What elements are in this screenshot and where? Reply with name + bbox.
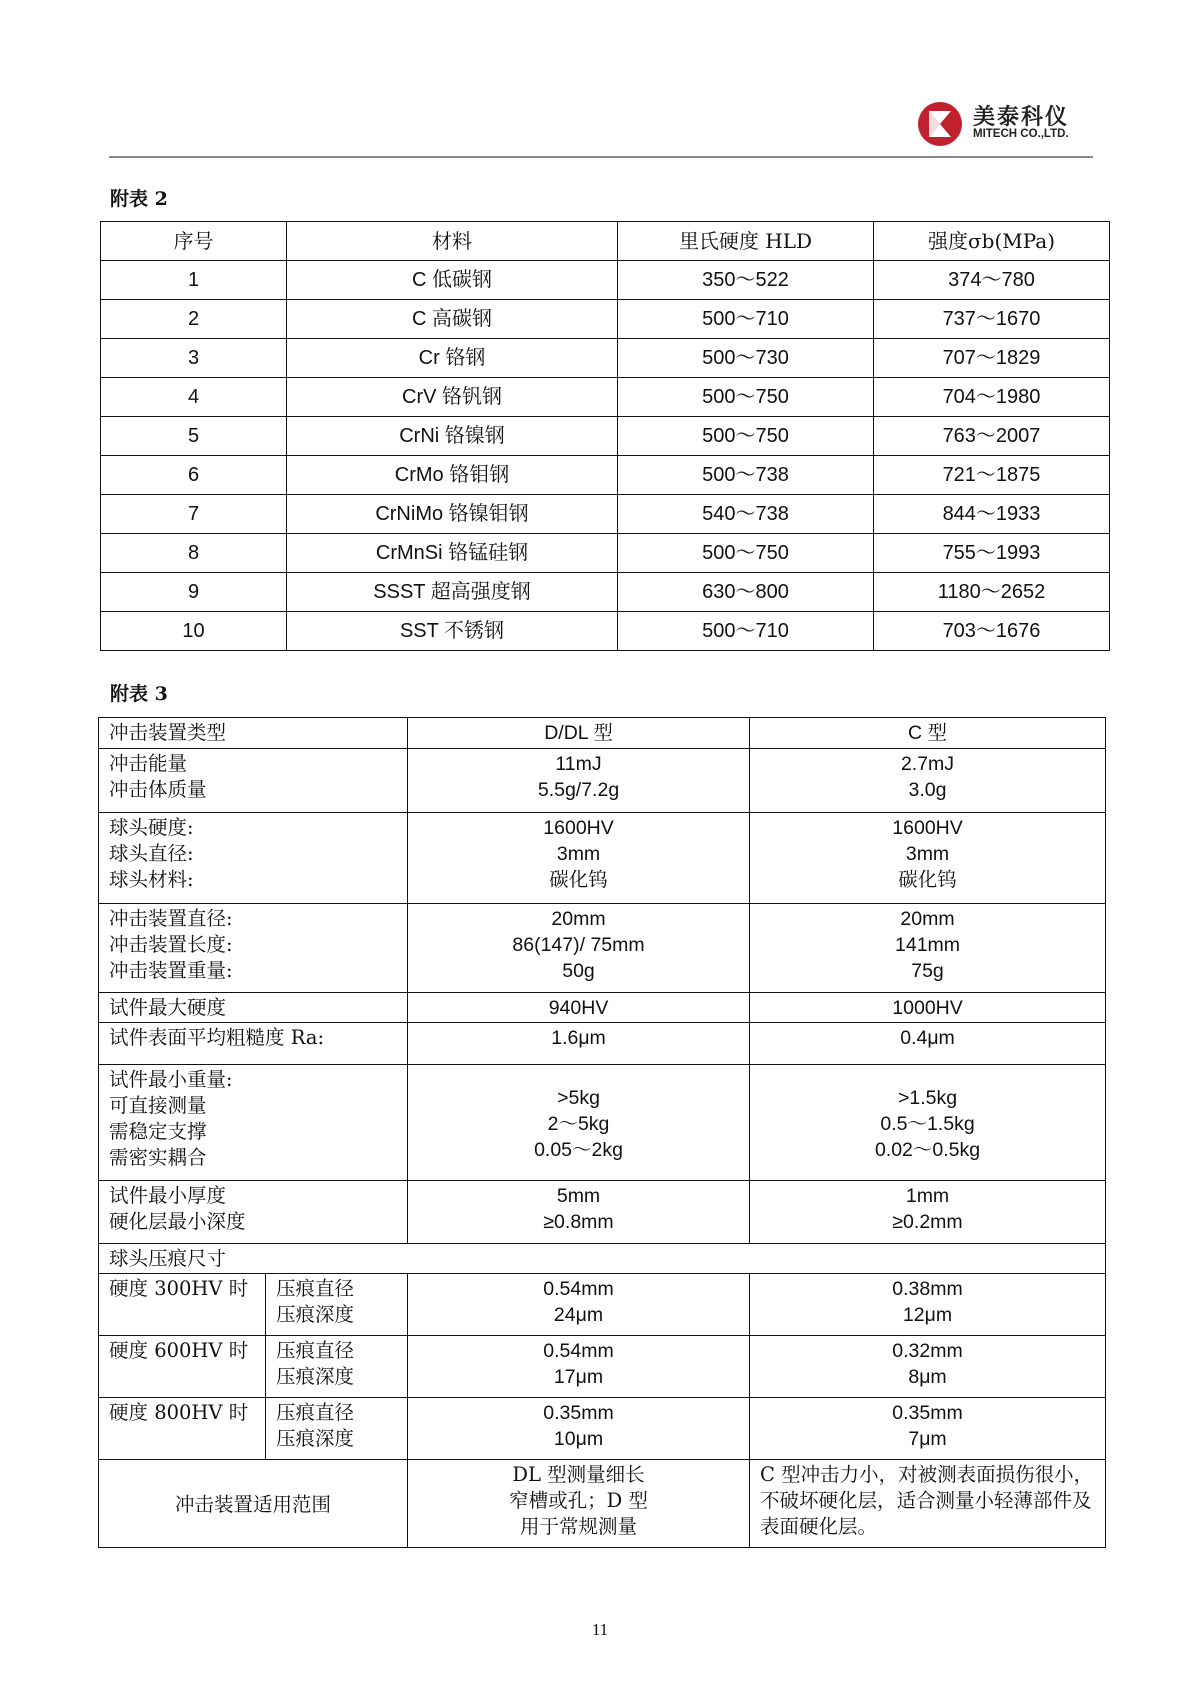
c-type-cell [750, 1336, 1106, 1398]
cell-line: 碳化钨 [549, 869, 608, 891]
table3 [98, 717, 1106, 1548]
cell-line: 8μm [908, 1366, 947, 1388]
table-cell: 755～1993 [874, 534, 1110, 573]
hardness-label: 硬度 800HV 时 [99, 1398, 266, 1460]
cell-line: 0.35mm [892, 1402, 963, 1424]
cell-line: 压痕直径 [276, 1339, 355, 1362]
table-row [99, 993, 1106, 1023]
cell-line: 试件最小重量: [109, 1068, 233, 1091]
cell-line: 需密实耦合 [109, 1146, 207, 1169]
table-cell: 500～710 [618, 300, 874, 339]
table-cell: 630～800 [618, 573, 874, 612]
cell-line: 141mm [895, 934, 961, 956]
table-cell: 9 [101, 573, 287, 612]
cell-line: 冲击装置长度: [109, 933, 233, 956]
table-row [101, 534, 1110, 573]
cell-line: 压痕直径 [276, 1277, 355, 1300]
cell-line: 20mm [551, 908, 606, 930]
table-cell: 763～2007 [874, 417, 1110, 456]
cell-line: 17μm [553, 1366, 604, 1388]
table-cell: 500～730 [618, 339, 874, 378]
table-row [99, 718, 1106, 749]
cell-line: 1.6μm [551, 1027, 606, 1049]
d-type-cell [408, 1065, 750, 1181]
table-row [99, 904, 1106, 993]
table-cell: 2 [101, 300, 287, 339]
table-cell: 737～1670 [874, 300, 1110, 339]
table-cell: 707～1829 [874, 339, 1110, 378]
table-cell: 500～710 [618, 612, 874, 651]
table-row [101, 300, 1110, 339]
cell-line: 窄槽或孔；D 型 [509, 1489, 648, 1512]
table-cell: SSST 超高强度钢 [287, 573, 618, 612]
cell-line: 用于常规测量 [520, 1515, 638, 1538]
table-cell: 10 [101, 612, 287, 651]
cell-line: 940HV [548, 997, 609, 1019]
table-row [101, 612, 1110, 651]
hardness-label: 硬度 300HV 时 [99, 1274, 266, 1336]
cell-line: 0.38mm [892, 1278, 963, 1300]
table-row [101, 417, 1110, 456]
table-row [99, 1023, 1106, 1065]
cell-line: >1.5kg [897, 1086, 958, 1109]
c-type-cell [750, 749, 1106, 813]
cell-line: 球头材料: [109, 868, 194, 891]
cell-line: DL 型测量细长 [512, 1463, 645, 1486]
c-type-cell [750, 1398, 1106, 1460]
table-cell: CrNi 铬镍钢 [287, 417, 618, 456]
table-cell: 4 [101, 378, 287, 417]
cell-line: 50g [562, 960, 595, 982]
table-cell: 540～738 [618, 495, 874, 534]
cell-line: 75g [911, 960, 944, 982]
indent-row [99, 1398, 1106, 1460]
c-type-cell [750, 904, 1106, 993]
cell-line: 试件最小厚度 [109, 1184, 227, 1207]
table-row [99, 749, 1106, 813]
cell-line: 0.5～1.5kg [880, 1112, 975, 1135]
scope-label: 冲击装置适用范围 [99, 1460, 408, 1548]
table-cell: 500～750 [618, 534, 874, 573]
row-label [99, 1023, 408, 1065]
c-type-scope: C 型冲击力小，对被测表面损伤很小，不破坏硬化层，适合测量小轻薄部件及表面硬化层。 [750, 1460, 1106, 1548]
table-cell: 703～1676 [874, 612, 1110, 651]
table-cell: 350～522 [618, 261, 874, 300]
table-cell: 844～1933 [874, 495, 1110, 534]
page-number: 11 [591, 1620, 609, 1639]
table3-caption: 附表 3 [110, 683, 168, 705]
cell-line: 10μm [553, 1428, 604, 1450]
d-type-scope [408, 1460, 750, 1548]
column-header: 材料 [287, 222, 618, 261]
cell-line: 86(147)/ 75mm [512, 934, 645, 956]
d-type-cell [408, 1181, 750, 1244]
cell-line: 1600HV [543, 817, 614, 839]
table-cell: 8 [101, 534, 287, 573]
indent-row [99, 1336, 1106, 1398]
row-label [99, 1065, 408, 1181]
table-cell: CrMnSi 铬锰硅钢 [287, 534, 618, 573]
table-cell: CrV 铬钒钢 [287, 378, 618, 417]
column-header: 序号 [101, 222, 287, 261]
row-label [99, 749, 408, 813]
table-cell: 500～750 [618, 417, 874, 456]
table-cell: 3 [101, 339, 287, 378]
cell-line: 3.0g [908, 779, 947, 801]
row-label [99, 904, 408, 993]
cell-line: 5.5g/7.2g [537, 779, 620, 801]
table-cell: Cr 铬钢 [287, 339, 618, 378]
cell-line: 3mm [556, 843, 601, 865]
cell-line: 压痕深度 [276, 1427, 355, 1450]
logo-mark-icon [918, 102, 962, 146]
cell-line: ≥0.8mm [543, 1211, 614, 1233]
column-header: 里氏硬度 HLD [618, 222, 874, 261]
cell-line: ≥0.2mm [892, 1211, 963, 1233]
table-row [101, 573, 1110, 612]
cell-line: 压痕直径 [276, 1401, 355, 1424]
indent-sub-labels [266, 1336, 408, 1398]
cell-line: 20mm [900, 908, 955, 930]
cell-line: 7μm [908, 1428, 947, 1450]
header-divider [109, 156, 1093, 158]
d-type-cell [408, 1336, 750, 1398]
column-header: 强度σb(MPa) [874, 222, 1110, 261]
c-type-cell [750, 718, 1106, 749]
d-type-cell [408, 1398, 750, 1460]
c-type-cell [750, 1065, 1106, 1181]
cell-line: 球头直径: [109, 842, 194, 865]
cell-line: 1000HV [892, 997, 963, 1019]
cell-line: 0.54mm [543, 1278, 614, 1300]
scope-row [99, 1460, 1106, 1548]
cell-line: 11mJ [555, 753, 602, 775]
table-row [101, 378, 1110, 417]
cell-line: 碳化钨 [898, 869, 957, 891]
table-cell: 721～1875 [874, 456, 1110, 495]
d-type-cell [408, 718, 750, 749]
table-cell: 374～780 [874, 261, 1110, 300]
cell-line: 试件最大硬度 [109, 996, 227, 1019]
c-type-cell [750, 813, 1106, 904]
cell-line: 压痕深度 [276, 1303, 355, 1326]
indent-title: 球头压痕尺寸 [99, 1244, 1106, 1274]
c-type-cell [750, 1023, 1106, 1065]
cell-line: 冲击体质量 [109, 778, 207, 801]
cell-line: 12μm [902, 1304, 953, 1326]
hardness-label: 硬度 600HV 时 [99, 1336, 266, 1398]
cell-line: 1600HV [892, 817, 963, 839]
cell-line: 0.02～0.5kg [874, 1138, 981, 1161]
row-label [99, 813, 408, 904]
cell-line: 需稳定支撑 [109, 1120, 207, 1143]
c-type-cell [750, 1181, 1106, 1244]
table-cell: C 高碳钢 [287, 300, 618, 339]
cell-line: 5mm [556, 1185, 601, 1207]
table-cell: CrMo 铬钼钢 [287, 456, 618, 495]
table-row [99, 813, 1106, 904]
cell-line: 压痕深度 [276, 1365, 355, 1388]
table-cell: 1 [101, 261, 287, 300]
cell-line: 0.32mm [892, 1340, 963, 1362]
cell-line: 硬化层最小深度 [109, 1210, 246, 1233]
table-cell: 500～738 [618, 456, 874, 495]
cell-line: 3mm [905, 843, 950, 865]
c-type-cell [750, 1274, 1106, 1336]
indent-sub-labels [266, 1274, 408, 1336]
table2 [100, 221, 1110, 651]
table-cell: C 低碳钢 [287, 261, 618, 300]
cell-line: 2～5kg [547, 1112, 610, 1135]
cell-line: 0.4μm [900, 1027, 955, 1049]
table-row [99, 1181, 1106, 1244]
cell-line: 0.54mm [543, 1340, 614, 1362]
table-cell: 6 [101, 456, 287, 495]
c-type-cell [750, 993, 1106, 1023]
row-label [99, 993, 408, 1023]
table-cell: CrNiMo 铬镍钼钢 [287, 495, 618, 534]
table-cell: 1180～2652 [874, 573, 1110, 612]
cell-line: 1mm [905, 1185, 950, 1207]
cell-line: 24μm [553, 1304, 604, 1326]
cell-line: >5kg [557, 1086, 600, 1109]
indent-sub-labels [266, 1398, 408, 1460]
cell-line: 0.05～2kg [534, 1138, 623, 1161]
indent-title-row [99, 1244, 1106, 1274]
d-type-cell [408, 813, 750, 904]
row-label [99, 718, 408, 749]
cell-line: 可直接测量 [109, 1094, 207, 1117]
table-cell: 7 [101, 495, 287, 534]
table-row [101, 261, 1110, 300]
table-row [99, 1065, 1106, 1181]
table-row [101, 339, 1110, 378]
cell-line: 2.7mJ [900, 753, 955, 775]
cell-line: 0.35mm [543, 1402, 614, 1424]
d-type-cell [408, 1023, 750, 1065]
table-row [101, 456, 1110, 495]
cell-line: C 型 [908, 722, 948, 744]
row-label [99, 1181, 408, 1244]
logo-text-en: MITECH CO.,LTD. [973, 128, 1069, 140]
cell-line: 球头硬度: [109, 816, 194, 839]
indent-row [99, 1274, 1106, 1336]
cell-line: 冲击装置类型 [109, 721, 227, 744]
d-type-cell [408, 904, 750, 993]
table-cell: 704～1980 [874, 378, 1110, 417]
logo-text-cn: 美泰科仪 [973, 105, 1070, 130]
d-type-cell [408, 749, 750, 813]
cell-line: 试件表面平均粗糙度 Ra: [109, 1026, 325, 1049]
d-type-cell [408, 1274, 750, 1336]
d-type-cell [408, 993, 750, 1023]
company-logo [918, 100, 1098, 148]
table2-caption: 附表 2 [110, 188, 168, 210]
table-cell: 500～750 [618, 378, 874, 417]
cell-line: 冲击装置重量: [109, 959, 233, 982]
table-cell: SST 不锈钢 [287, 612, 618, 651]
cell-line: 冲击能量 [109, 752, 188, 775]
table-cell: 5 [101, 417, 287, 456]
table-header-row [101, 222, 1110, 261]
cell-line: D/DL 型 [544, 722, 613, 744]
table-row [101, 495, 1110, 534]
cell-line: 冲击装置直径: [109, 907, 233, 930]
